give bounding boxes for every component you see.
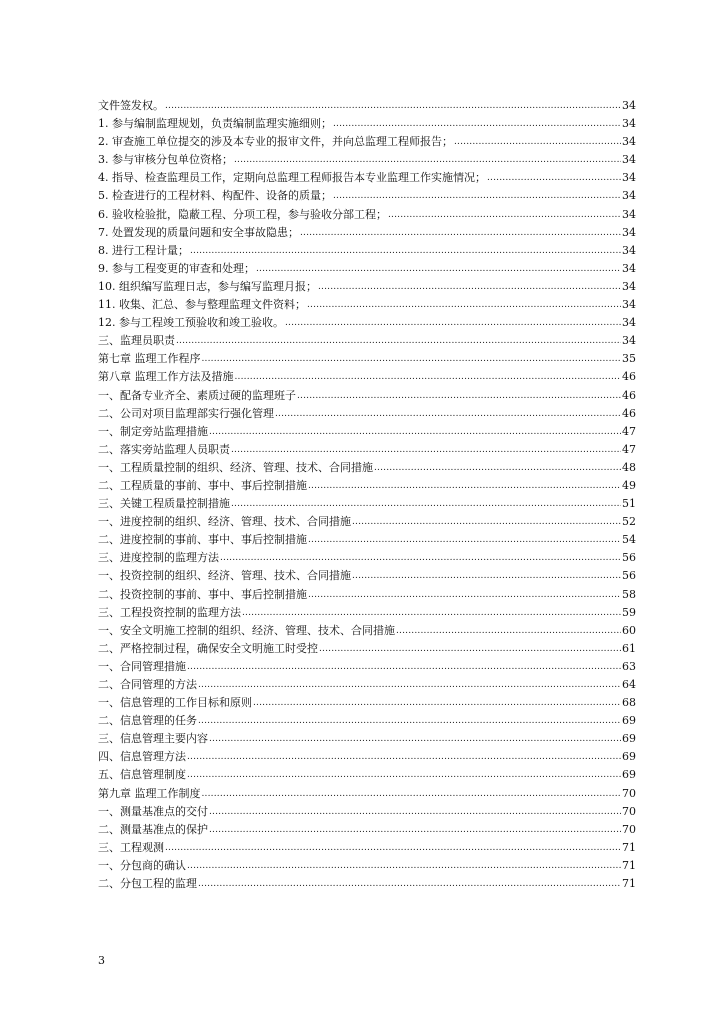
toc-entry-title: 2. 审查施工单位提交的涉及本专业的报审文件，并向总监理工程师报告； (98, 135, 453, 149)
toc-entry[interactable] (98, 405, 636, 423)
toc-dot-leader (242, 604, 621, 622)
toc-entry[interactable] (98, 133, 636, 151)
toc-entry-page: 64 (622, 678, 636, 691)
toc-entry-page: 47 (622, 424, 636, 438)
toc-entry-title: 二、公司对项目监理部实行强化管理 (98, 406, 274, 420)
toc-entry-title: 11. 收集、汇总、参与整理监理文件资料； (98, 298, 306, 312)
toc-dot-leader (198, 875, 621, 893)
toc-dot-leader (234, 151, 621, 169)
toc-entry[interactable] (98, 495, 636, 513)
toc-entry[interactable] (98, 531, 636, 549)
toc-entry[interactable] (98, 604, 636, 622)
toc-entry-title: 6. 验收检验批，隐蔽工程、分项工程，参与验收分部工程； (98, 207, 387, 221)
toc-entry[interactable] (98, 766, 636, 784)
toc-entry-title: 三、工程投资控制的监理方法 (98, 605, 241, 619)
toc-dot-leader (209, 730, 621, 748)
toc-entry[interactable] (98, 169, 636, 187)
toc-entry-page: 71 (622, 877, 636, 891)
toc-entry[interactable] (98, 513, 636, 531)
toc-entry[interactable] (98, 387, 636, 405)
toc-dot-leader (231, 495, 621, 513)
toc-entry-page: 60 (622, 623, 636, 637)
toc-entry[interactable] (98, 477, 636, 495)
toc-entry[interactable] (98, 567, 636, 585)
toc-entry-title: 二、测量基准点的保护 (98, 822, 208, 836)
toc-entry[interactable] (98, 821, 636, 839)
toc-dot-leader (253, 694, 621, 712)
toc-dot-leader (231, 441, 621, 459)
toc-entry[interactable] (98, 730, 636, 748)
toc-entry[interactable] (98, 97, 636, 115)
toc-dot-leader (275, 405, 621, 423)
toc-entry-title: 一、投资控制的组织、经济、管理、技术、合同措施 (98, 569, 351, 583)
toc-entry[interactable] (98, 260, 636, 278)
toc-entry-title: 一、进度控制的组织、经济、管理、技术、合同措施 (98, 515, 351, 529)
toc-entry-title: 一、安全文明施工控制的组织、经济、管理、技术、合同措施 (98, 623, 395, 637)
toc-entry[interactable] (98, 278, 636, 296)
toc-dot-leader (308, 531, 621, 549)
toc-dot-leader (352, 513, 621, 531)
toc-entry-page: 48 (622, 460, 636, 474)
toc-dot-leader (308, 586, 621, 604)
toc-entry-title: 三、进度控制的监理方法 (98, 551, 219, 565)
toc-dot-leader (202, 785, 622, 803)
toc-entry-title: 第九章 监理工作制度 (98, 786, 201, 800)
toc-entry-title: 二、分包工程的监理 (98, 877, 197, 891)
toc-entry-title: 一、制定旁站监理措施 (98, 424, 208, 438)
toc-entry-title: 二、合同管理的方法 (98, 678, 197, 691)
toc-entry-page: 51 (622, 497, 636, 511)
toc-dot-leader (374, 459, 621, 477)
toc-dot-leader (454, 133, 621, 151)
toc-entry-title: 7. 处置发现的质量问题和安全事故隐患； (98, 225, 299, 239)
toc-entry[interactable] (98, 314, 636, 332)
toc-entry-title: 12. 参与工程竣工预验收和竣工验收。 (98, 316, 284, 330)
toc-dot-leader (256, 260, 621, 278)
toc-entry[interactable] (98, 640, 636, 658)
toc-entry-title: 二、落实旁站监理人员职责 (98, 442, 230, 456)
toc-dot-leader (187, 658, 621, 676)
toc-entry-page: 69 (622, 768, 636, 782)
toc-entry-title: 一、信息管理的工作目标和原则 (98, 696, 252, 710)
toc-entry-title: 一、测量基准点的交付 (98, 804, 208, 818)
toc-dot-leader (388, 206, 621, 224)
toc-entry-page: 69 (622, 750, 636, 764)
toc-dot-leader (198, 676, 621, 694)
toc-entry-page: 34 (622, 207, 636, 221)
toc-entry[interactable] (98, 712, 636, 730)
toc-entry-title: 二、投资控制的事前、事中、事后控制措施 (98, 587, 307, 601)
toc-dot-leader (187, 748, 621, 766)
toc-dot-leader (187, 857, 621, 875)
toc-entry-title: 1. 参与编制监理规划，负责编制监理实施细则； (98, 117, 332, 131)
toc-entry-title: 4. 指导、检查监理员工作，定期向总监理工程师报告本专业监理工作实施情况； (98, 171, 486, 185)
toc-entry[interactable] (98, 785, 636, 803)
toc-entry-title: 9. 参与工程变更的审查和处理； (98, 261, 255, 275)
toc-entry[interactable] (98, 658, 636, 676)
toc-dot-leader (307, 296, 621, 314)
toc-entry[interactable] (98, 151, 636, 169)
toc-entry-page: 46 (622, 406, 636, 420)
toc-dot-leader (487, 169, 621, 187)
page-number: 3 (98, 954, 105, 967)
toc-entry-page: 71 (622, 840, 636, 854)
toc-dot-leader (285, 314, 621, 332)
toc-entry-title: 二、信息管理的任务 (98, 714, 197, 728)
toc-entry[interactable] (98, 694, 636, 712)
toc-entry[interactable] (98, 242, 636, 260)
toc-entry-page: 34 (622, 279, 636, 293)
toc-entry[interactable] (98, 676, 636, 694)
toc-entry-page: 49 (622, 478, 636, 492)
toc-entry-page: 34 (622, 261, 636, 275)
toc-dot-leader (209, 803, 621, 821)
toc-entry-title: 一、合同管理措施 (98, 659, 186, 673)
toc-dot-leader (187, 766, 621, 784)
toc-entry-title: 一、配备专业齐全、素质过硬的监理班子 (98, 388, 296, 402)
toc-dot-leader (209, 821, 621, 839)
table-of-contents (98, 97, 636, 893)
toc-entry-page: 68 (622, 696, 636, 710)
toc-entry-page: 56 (622, 551, 636, 565)
toc-entry-title: 二、工程质量的事前、事中、事后控制措施 (98, 478, 307, 492)
toc-dot-leader (165, 97, 621, 115)
toc-entry[interactable] (98, 332, 636, 350)
toc-entry-title: 二、进度控制的事前、事中、事后控制措施 (98, 533, 307, 547)
toc-dot-leader (209, 423, 621, 441)
toc-entry-page: 69 (622, 714, 636, 728)
toc-dot-leader (333, 187, 621, 205)
toc-dot-leader (396, 622, 621, 640)
toc-entry[interactable] (98, 350, 636, 368)
toc-entry-page: 34 (622, 135, 636, 149)
toc-entry-title: 三、监理员职责 (98, 334, 175, 348)
toc-entry-title: 三、关键工程质量控制措施 (98, 497, 230, 511)
toc-entry[interactable] (98, 459, 636, 477)
toc-dot-leader (176, 332, 621, 350)
toc-dot-leader (333, 115, 621, 133)
toc-dot-leader (308, 477, 621, 495)
toc-dot-leader (319, 640, 621, 658)
toc-entry-page: 34 (622, 99, 636, 112)
toc-entry-page: 47 (622, 442, 636, 456)
toc-entry[interactable] (98, 622, 636, 640)
toc-entry-title: 五、信息管理制度 (98, 768, 186, 782)
toc-entry-page: 59 (622, 605, 636, 619)
toc-dot-leader (220, 549, 621, 567)
toc-entry-title: 文件签发权。 (98, 99, 164, 112)
toc-entry-page: 34 (622, 153, 636, 167)
toc-entry-page: 63 (622, 659, 636, 673)
toc-entry[interactable] (98, 296, 636, 314)
toc-dot-leader (198, 712, 621, 730)
toc-entry-page: 70 (622, 804, 636, 818)
toc-entry-title: 一、分包商的确认 (98, 858, 186, 872)
toc-entry[interactable] (98, 115, 636, 133)
toc-entry-page: 34 (622, 225, 636, 239)
toc-entry[interactable] (98, 549, 636, 567)
toc-entry[interactable] (98, 206, 636, 224)
toc-entry[interactable] (98, 803, 636, 821)
toc-entry-title: 10. 组织编写监理日志，参与编写监理月报； (98, 279, 317, 293)
toc-entry-page: 34 (622, 243, 636, 257)
toc-entry-page: 70 (622, 786, 636, 800)
toc-entry-page: 34 (622, 334, 636, 348)
toc-entry[interactable] (98, 875, 636, 893)
toc-entry-title: 三、信息管理主要内容 (98, 732, 208, 746)
toc-dot-leader (318, 278, 621, 296)
toc-dot-leader (202, 350, 622, 368)
toc-entry-page: 52 (622, 515, 636, 529)
toc-entry-page: 61 (622, 641, 636, 655)
toc-entry-page: 34 (622, 298, 636, 312)
toc-entry-title: 3. 参与审核分包单位资格； (98, 153, 233, 167)
toc-entry-title: 第八章 监理工作方法及措施 (98, 370, 234, 384)
toc-entry-page: 34 (622, 117, 636, 131)
toc-entry[interactable] (98, 187, 636, 205)
toc-entry[interactable] (98, 839, 636, 857)
toc-entry-page: 34 (622, 189, 636, 203)
toc-entry-title: 第七章 监理工作程序 (98, 352, 201, 366)
toc-entry[interactable] (98, 423, 636, 441)
toc-entry-title: 三、工程观测 (98, 840, 164, 854)
toc-entry-page: 54 (622, 533, 636, 547)
toc-dot-leader (352, 567, 621, 585)
toc-dot-leader (297, 387, 621, 405)
toc-entry[interactable] (98, 441, 636, 459)
toc-entry-page: 35 (622, 352, 636, 366)
toc-entry-page: 34 (622, 316, 636, 330)
toc-entry-title: 一、工程质量控制的组织、经济、管理、技术、合同措施 (98, 460, 373, 474)
toc-entry-title: 8. 进行工程计量； (98, 243, 189, 257)
toc-entry-page: 58 (622, 587, 636, 601)
toc-dot-leader (235, 368, 622, 386)
toc-entry[interactable] (98, 368, 636, 386)
toc-entry-title: 四、信息管理方法 (98, 750, 186, 764)
toc-entry[interactable] (98, 224, 636, 242)
toc-dot-leader (300, 224, 621, 242)
toc-entry-page: 71 (622, 858, 636, 872)
toc-entry-page: 69 (622, 732, 636, 746)
toc-entry[interactable] (98, 748, 636, 766)
toc-entry-page: 34 (622, 171, 636, 185)
toc-entry-page: 46 (622, 388, 636, 402)
toc-dot-leader (165, 839, 621, 857)
toc-entry[interactable] (98, 586, 636, 604)
toc-entry-page: 70 (622, 822, 636, 836)
toc-entry-page: 46 (622, 370, 636, 384)
toc-entry-title: 5. 检查进行的工程材料、构配件、设备的质量； (98, 189, 332, 203)
toc-entry-page: 56 (622, 569, 636, 583)
toc-entry-title: 二、严格控制过程，确保安全文明施工时受控 (98, 641, 318, 655)
toc-entry[interactable] (98, 857, 636, 875)
toc-dot-leader (190, 242, 621, 260)
